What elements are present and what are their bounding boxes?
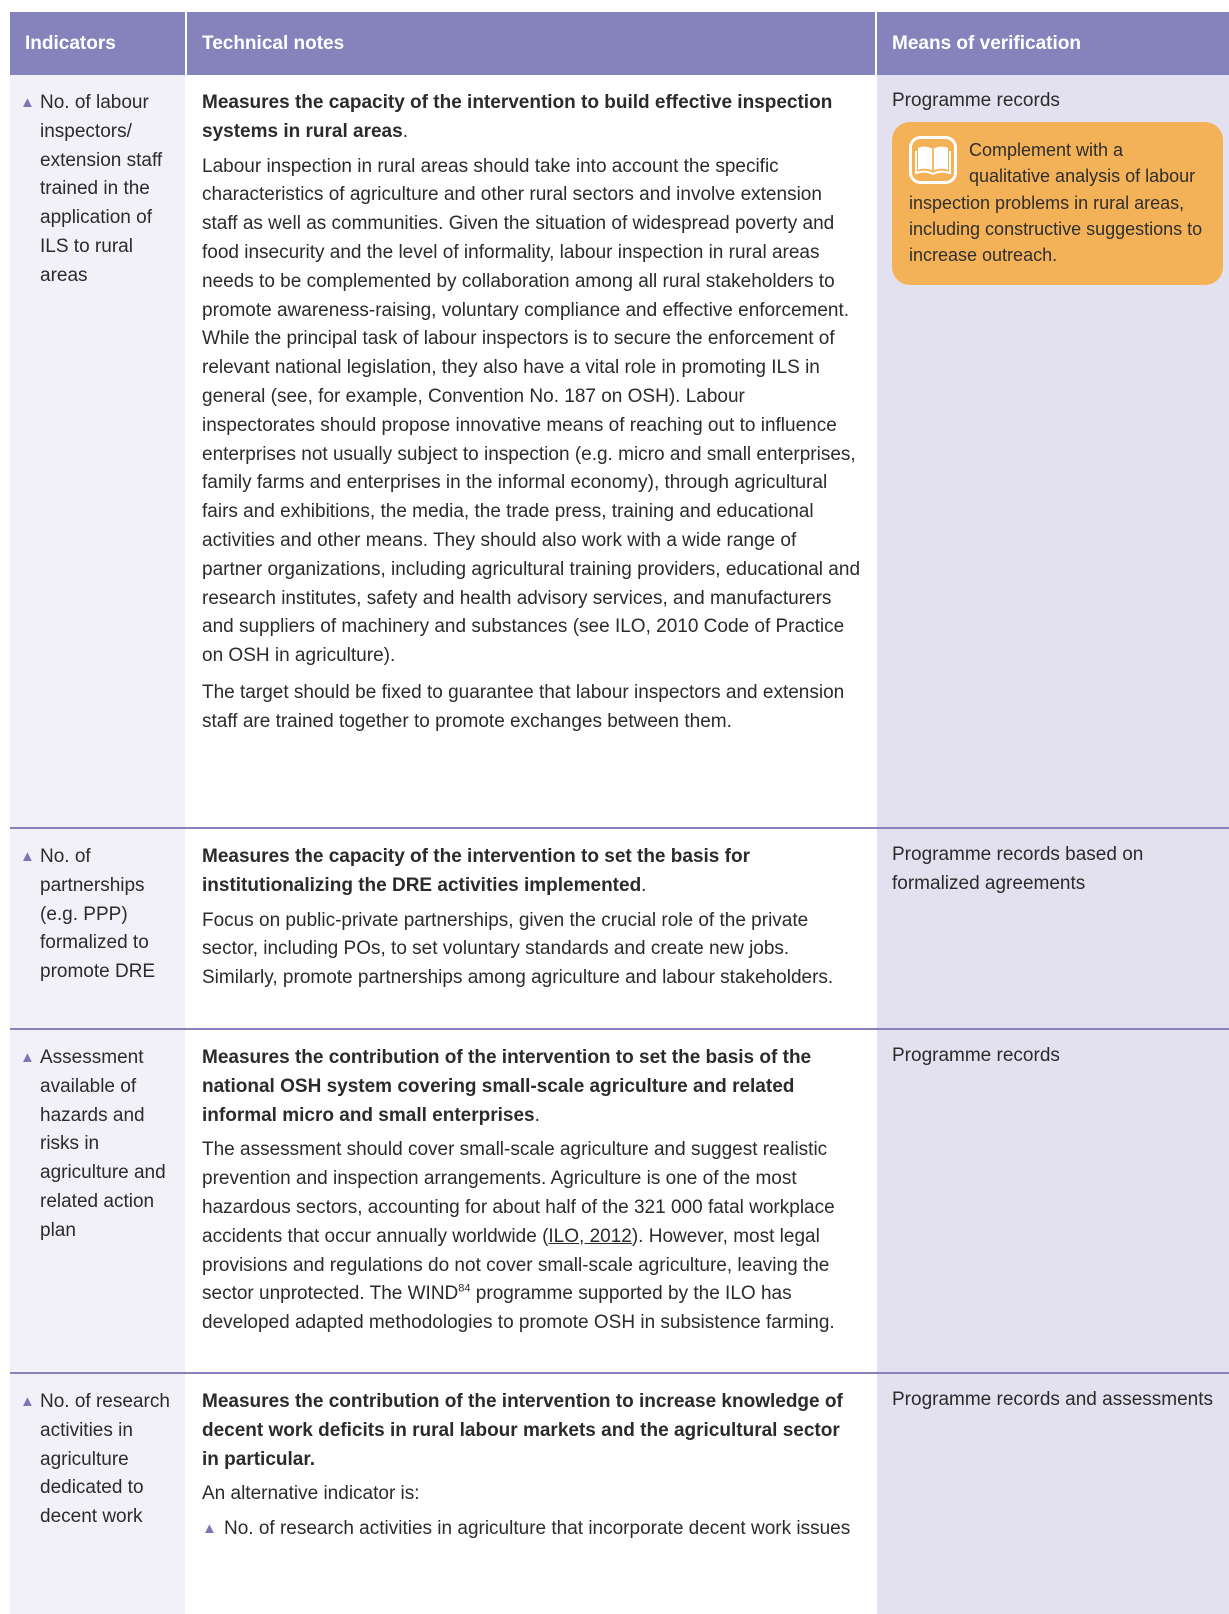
table-row [10,75,1229,829]
technical-notes-cell [187,1030,877,1372]
table-header [10,12,1229,75]
indicator-cell [10,829,187,1028]
verification-text: Programme records [892,1045,1060,1066]
verification-cell [877,829,1229,1028]
triangle-bullet-icon: ▲ [20,1049,35,1066]
technical-notes-cell [187,829,877,1028]
verification-text: Programme records based on formalized agreements [892,844,1144,894]
technical-note-paragraph [202,1136,861,1338]
indicator-text: No. of research activities in agriculture dedicated to decent work [40,1391,170,1528]
technical-note-lead: Measures the capacity of the intervention to build effective inspection systems in rural areas [202,92,833,142]
verification-cell [877,1374,1229,1614]
triangle-bullet-icon: ▲ [20,848,35,865]
technical-notes-cell [187,1374,877,1614]
indicator-cell [10,75,187,827]
header-technical-notes: Technical notes [187,12,877,75]
triangle-bullet-icon: ▲ [202,1520,217,1538]
alternative-indicator-text: No. of research activities in agriculture that incorporate decent work issues [224,1518,851,1540]
verification-text: Programme records and assessments [892,1389,1214,1410]
technical-note-paragraph: The target should be fixed to guarantee that labour inspectors and extension staff are trained together to promote exchanges between them. [202,681,845,732]
indicators-table [10,12,1229,1614]
footnote-marker: 84 [458,1283,471,1296]
paragraph-part: programme supported by the ILO has developed adapted methodologies to promote OSH in subsistence farming. [202,1283,835,1334]
indicator-cell [10,1030,187,1372]
indicator-text: Assessment available of hazards and risks in agriculture and related action plan [40,1047,166,1241]
book-icon [909,136,957,184]
technical-note-lead: Measures the contribution of the intervention to increase knowledge of decent work deficits in rural labour markets and the agricultural sector in particular. [202,1391,843,1470]
indicator-text: No. of partnerships (e.g. PPP) formalized to promote DRE [40,846,156,983]
technical-note-lead: Measures the contribution of the intervention to set the basis of the national OSH system covering small-scale agriculture and related informal micro and small enterprises [202,1047,812,1126]
verification-cell [877,75,1229,827]
paragraph-part: The assessment should cover small-scale agriculture and suggest realistic prevention and inspection arrangements. Agriculture is one of the most hazardous sectors, accounting for about half of the 321 000 fatal workplace accidents that occur annually worldwide ( [202,1139,835,1247]
alternative-indicator [202,1515,861,1544]
table-row [10,1374,1229,1614]
header-indicators: Indicators [10,12,187,75]
triangle-bullet-icon: ▲ [20,1393,35,1410]
indicator-cell [10,1374,187,1614]
citation-link[interactable]: ILO, 2012 [548,1225,632,1247]
table-row [10,1030,1229,1374]
table-row [10,829,1229,1030]
technical-notes-cell [187,75,877,827]
technical-note-paragraph: An alternative indicator is: [202,1483,420,1505]
technical-note-paragraph: Labour inspection in rural areas should take into account the specific characteristics of agriculture and other rural sectors and involve extension staff as well as communities. Given the situation of widespread poverty and food insecurity and the level of informality, labour inspection in rural areas needs to be complemented by collaboration among all rural stakeholders to promote awareness-raising, voluntary compliance and effective enforcement. While the principal task of labour inspectors is to secure the enforcement of relevant national legislation, they also have a vital role in promoting ILS in general (see, for example, Convention No. 187 on OSH). Labour inspectorates should propose innovative means of reaching out to influence enterprises not usually subject to inspection (e.g. micro and small enterprises, family farms and enterprises in the informal economy), through agricultural fairs and exhibitions, the media, the trade press, training and educational activities and other means. They should also work with a wide range of partner organizations, including agricultural training providers, educational and research institutes, safety and health advisory services, and manufacturers and suppliers of machinery and substances (see ILO, 2010 Code of Practice on OSH in agriculture). [202,155,861,667]
lead-period: . [534,1104,540,1126]
verification-text: Programme records [892,90,1060,111]
note-text: Complement with a qualitative analysis of labour inspection problems in rural areas, including constructive suggestions to increase outreach. [909,139,1203,266]
paragraph-part: ). However, most legal provisions and regulations do not cover small-scale agriculture, leaving the sector unprotected. The WIND [202,1225,830,1305]
header-means-of-verification: Means of verification [892,32,1081,54]
triangle-bullet-icon: ▲ [20,94,35,111]
indicator-text: No. of labour inspectors/ extension staff trained in the application of ILS to rural areas [40,92,163,286]
note-callout [892,122,1223,285]
lead-period: . [641,874,647,896]
lead-period: . [402,120,408,142]
verification-cell [877,1030,1229,1372]
technical-note-paragraph: Focus on public-private partnerships, given the crucial role of the private sector, including POs, to set voluntary standards and create new jobs. Similarly, promote partnerships among agriculture and labour stakeholders. [202,909,834,989]
technical-note-lead: Measures the capacity of the intervention to set the basis for institutionalizing the DRE activities implemented [202,846,750,896]
